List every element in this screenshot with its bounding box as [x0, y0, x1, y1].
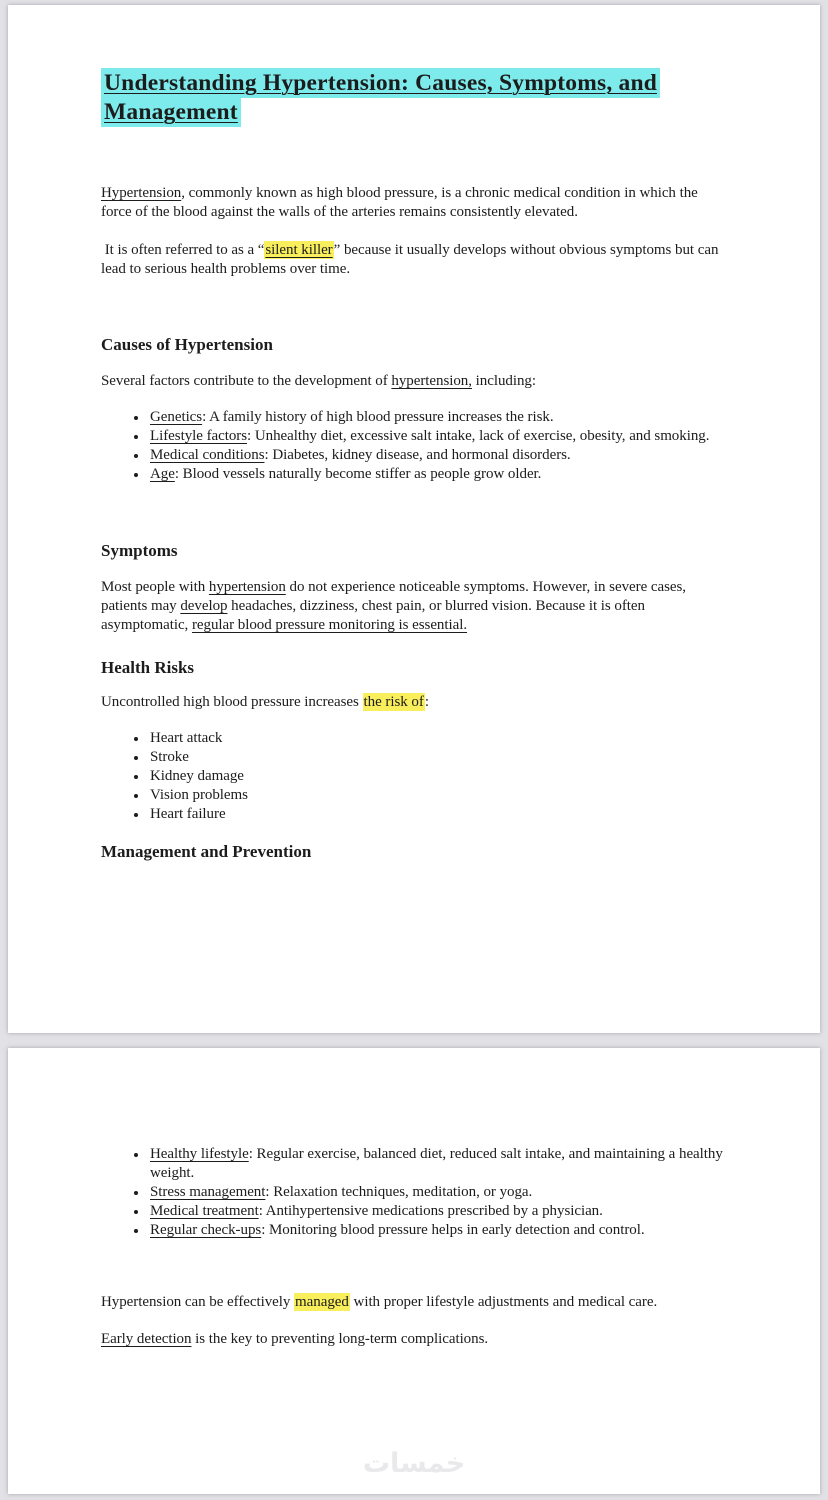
text-segment: : Unhealthy diet, excessive salt intake, lack of exercise, obesity, and smoking.: [247, 428, 710, 444]
text-segment: Stroke: [150, 749, 189, 765]
underlined-text: Healthy lifestyle: [150, 1146, 249, 1162]
highlighted-text: the risk of: [363, 694, 424, 710]
bullet-item: [148, 1221, 727, 1240]
text-segment: : Blood vessels naturally become stiffer as people grow older.: [174, 466, 542, 482]
text-segment: including:: [471, 373, 536, 389]
text-segment: Heart attack: [150, 730, 223, 746]
page-1-content: [8, 5, 820, 1033]
text-segment: : Regular exercise, balanced diet, reduced salt intake, and maintaining a healthy weight.: [150, 1146, 723, 1181]
underlined-text: develop: [180, 598, 228, 614]
text-segment: : Diabetes, kidney disease, and hormonal disorders.: [264, 447, 571, 463]
text-segment: : A family history of high blood pressure increases the risk.: [202, 409, 554, 425]
bullet-item: [148, 767, 727, 786]
paragraph: [101, 241, 727, 279]
bullet-item: [148, 748, 727, 767]
document-title: [101, 69, 727, 127]
underlined-text: Regular check-ups: [150, 1222, 262, 1238]
text-segment: Vision problems: [150, 787, 248, 803]
page-2-content: [8, 1048, 820, 1494]
bullet-list: [101, 408, 727, 484]
text-segment: :: [424, 694, 429, 710]
text-segment: Uncontrolled high blood pressure increases: [101, 694, 363, 710]
section-heading: [101, 657, 727, 678]
bullet-item: [148, 729, 727, 748]
text-segment: with proper lifestyle adjustments and medical care.: [349, 1294, 658, 1310]
text-segment: do not experience noticeable symptoms. However, in severe cases, patients may: [101, 579, 686, 614]
underlined-text: hypertension: [208, 579, 286, 595]
bullet-item: [148, 1145, 727, 1183]
underlined-text: hypertension,: [391, 373, 472, 389]
khamsat-watermark: خمسات: [362, 1448, 466, 1479]
underlined-text: Medical treatment: [150, 1203, 259, 1219]
text-segment: , commonly known as high blood pressure, is a chronic medical condition in which the force of the blood against the walls of the arteries remains consistently elevated.: [101, 185, 698, 220]
text-segment: It is often referred to as a “: [101, 242, 265, 258]
text-segment: Symptoms: [101, 541, 178, 560]
text-segment: headaches, dizziness, chest pain, or blurred vision. Because it is often asymptomatic,: [101, 598, 645, 633]
bullet-item: [148, 408, 727, 427]
paragraph: [101, 372, 727, 391]
paragraph: [101, 1330, 727, 1349]
paragraph: [101, 693, 727, 712]
text-segment: Hypertension can be effectively: [101, 1294, 295, 1310]
page-1: [8, 5, 820, 1033]
section-heading: [101, 540, 727, 561]
section-heading: [101, 841, 727, 862]
paragraph: [101, 184, 727, 222]
bullet-list: [101, 729, 727, 824]
bullet-item: [148, 427, 727, 446]
text-segment: Causes of Hypertension: [101, 335, 273, 354]
text-segment: Management and Prevention: [101, 842, 312, 861]
text-segment: is the key to preventing long-term complications.: [191, 1331, 489, 1347]
underlined-text: Age: [150, 466, 175, 482]
underlined-text: Stress management: [150, 1184, 266, 1200]
highlighted-text: silent killer: [265, 242, 333, 258]
text-segment: Most people with: [101, 579, 209, 595]
underlined-text: Lifestyle factors: [150, 428, 248, 444]
underlined-text: Early detection: [101, 1331, 192, 1347]
page-2: [8, 1048, 820, 1494]
bullet-item: [148, 1202, 727, 1221]
underlined-text: Hypertension: [101, 185, 182, 201]
text-segment: : Relaxation techniques, meditation, or yoga.: [265, 1184, 533, 1200]
text-segment: : Antihypertensive medications prescribed by a physician.: [258, 1203, 603, 1219]
text-segment: : Monitoring blood pressure helps in early detection and control.: [261, 1222, 645, 1238]
underlined-text: regular blood pressure monitoring is essential.: [191, 617, 468, 633]
bullet-item: [148, 786, 727, 805]
bullet-item: [148, 805, 727, 824]
bullet-list: [101, 1145, 727, 1240]
paragraph: [101, 1293, 727, 1312]
paragraph: [101, 578, 727, 635]
text-segment: Kidney damage: [150, 768, 244, 784]
highlighted-text: Understanding Hypertension: Causes, Symptoms, and Management: [101, 68, 660, 127]
bullet-item: [148, 465, 727, 484]
bullet-item: [148, 446, 727, 465]
underlined-text: Medical conditions: [150, 447, 265, 463]
highlighted-text: managed: [295, 1294, 349, 1310]
text-segment: ” because it usually develops without obvious symptoms but can lead to serious health problems over time.: [101, 242, 719, 277]
section-heading: [101, 334, 727, 355]
underlined-text: Genetics: [150, 409, 203, 425]
text-segment: Heart failure: [150, 806, 226, 822]
text-segment: Several factors contribute to the development of: [101, 373, 392, 389]
bullet-item: [148, 1183, 727, 1202]
text-segment: Health Risks: [101, 658, 195, 677]
